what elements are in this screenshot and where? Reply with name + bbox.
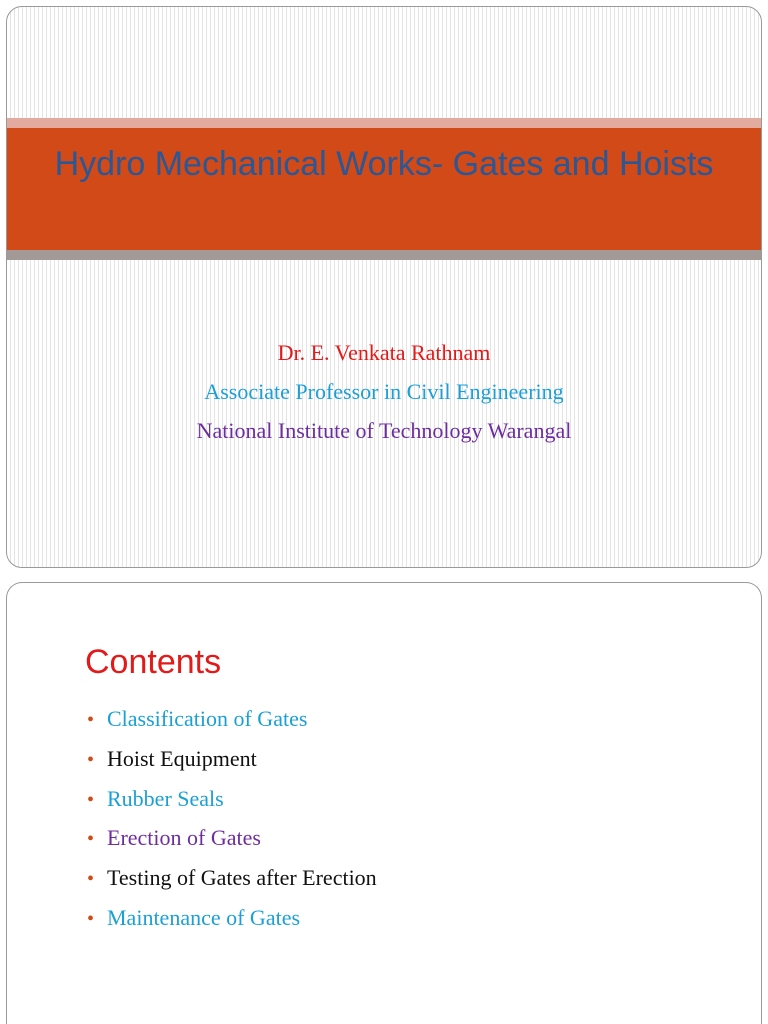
slide-title: Hydro Mechanical Works- Gates and Hoists xyxy=(54,145,714,183)
title-band-bottom-stripe xyxy=(7,250,761,260)
author-institute: National Institute of Technology Warangal xyxy=(196,418,572,443)
title-band-top-stripe xyxy=(7,118,761,128)
contents-item-erection xyxy=(87,818,377,858)
bullet-icon: • xyxy=(87,907,95,930)
contents-item-testing xyxy=(87,858,377,898)
contents-item-maintenance xyxy=(87,898,377,938)
author-block xyxy=(7,333,761,450)
contents-heading: Contents xyxy=(85,643,222,681)
contents-item-rubber-seals xyxy=(87,779,377,819)
contents-list xyxy=(87,699,377,938)
contents-item-label: Hoist Equipment xyxy=(107,745,257,771)
contents-item-classification xyxy=(87,699,377,739)
contents-item-label: Erection of Gates xyxy=(107,825,261,851)
bullet-icon: • xyxy=(87,868,95,891)
contents-item-hoist xyxy=(87,739,377,779)
contents-item-label: Testing of Gates after Erection xyxy=(107,865,377,891)
bullet-icon: • xyxy=(87,709,95,731)
bullet-icon: • xyxy=(87,828,95,851)
bullet-icon: • xyxy=(87,748,95,771)
author-name: Dr. E. Venkata Rathnam xyxy=(277,340,491,365)
contents-slide xyxy=(6,582,762,1024)
contents-item-label: Maintenance of Gates xyxy=(107,904,301,930)
author-position: Associate Professor in Civil Engineering xyxy=(204,379,564,404)
title-slide xyxy=(6,6,762,568)
contents-item-label: Classification of Gates xyxy=(107,706,308,731)
contents-item-label: Rubber Seals xyxy=(107,785,224,811)
bullet-icon: • xyxy=(87,788,95,811)
